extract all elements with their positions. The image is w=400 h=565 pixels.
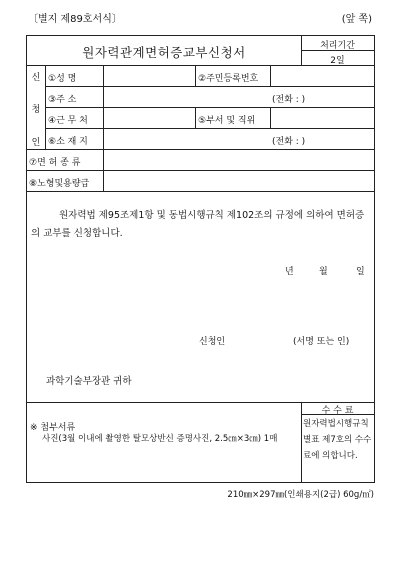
name-label: ①성 명 [48,74,77,84]
row-divider [45,107,374,108]
processing-period-label: 처리기간 [320,41,355,51]
row-divider [27,191,374,192]
form-number: 〔별지 제89호서식〕 [28,14,122,25]
address-label: ③주 소 [48,95,77,105]
attachments-title: ※ 첨부서류 [30,423,76,433]
applicant-signature-label: 신청인 [199,337,226,347]
paper-spec: 210㎜×297㎜(인쇄용지(2급) 60g/㎡) [227,490,374,500]
location-label: ⑥소 재 지 [48,137,88,147]
resident-number-field[interactable] [273,67,373,85]
location-field[interactable] [106,130,271,148]
date-day-label: 일 [356,267,365,277]
workplace-label: ④근 무 처 [48,116,88,126]
department-position-field[interactable] [273,109,373,127]
reactor-type-field[interactable] [106,172,373,190]
date-month-label: 월 [319,267,328,277]
row-divider [27,170,374,171]
col-divider [195,107,196,128]
applicant-label-3: 인 [31,138,41,148]
reactor-type-label: ⑧노형및용량급 [29,179,90,189]
attachments-text: 사진(3월 이내에 촬영한 탈모상반신 증명사진, 2.5㎝×3㎝) 1매 [42,434,278,444]
application-form [26,35,375,483]
location-phone-label: (전화 : ) [272,137,306,147]
col-divider [103,65,104,191]
row-divider [45,86,374,87]
date-year-label: 년 [285,267,294,277]
row-divider [45,128,374,129]
address-field[interactable] [106,88,271,106]
col-divider [270,107,271,128]
col-divider [270,65,271,86]
signature-note: (서명 또는 인) [293,337,350,347]
resident-number-label: ②주민등록번호 [198,74,259,84]
department-position-label: ⑤부서 및 직위 [198,116,256,126]
addressee: 과학기술부장관 귀하 [46,376,132,387]
row-divider [27,149,374,150]
col-divider [195,65,196,86]
col-divider [45,65,46,149]
fee-text: 원자력법시행규칙 별표 제7호의 수수료에 의합니다. [303,419,372,461]
license-type-field[interactable] [106,151,373,169]
form-title: 원자력관계면허증교부신청서 [82,45,246,60]
license-type-label: ⑦면 허 종 류 [29,158,81,168]
processing-period-value: 2일 [330,56,345,66]
application-statement: 원자력법 제95조제1항 및 동법시행규칙 제102조의 규정에 의하여 면허증의 교부를 신청합니다. [31,210,365,239]
applicant-label-1: 신 [31,73,41,83]
applicant-label-2: 청 [31,105,41,115]
workplace-field[interactable] [106,109,194,127]
address-phone-label: (전화 : ) [272,95,306,105]
name-field[interactable] [106,67,194,85]
fee-title: 수 수 료 [321,406,354,416]
page-side-label: (앞 쪽) [341,14,372,25]
